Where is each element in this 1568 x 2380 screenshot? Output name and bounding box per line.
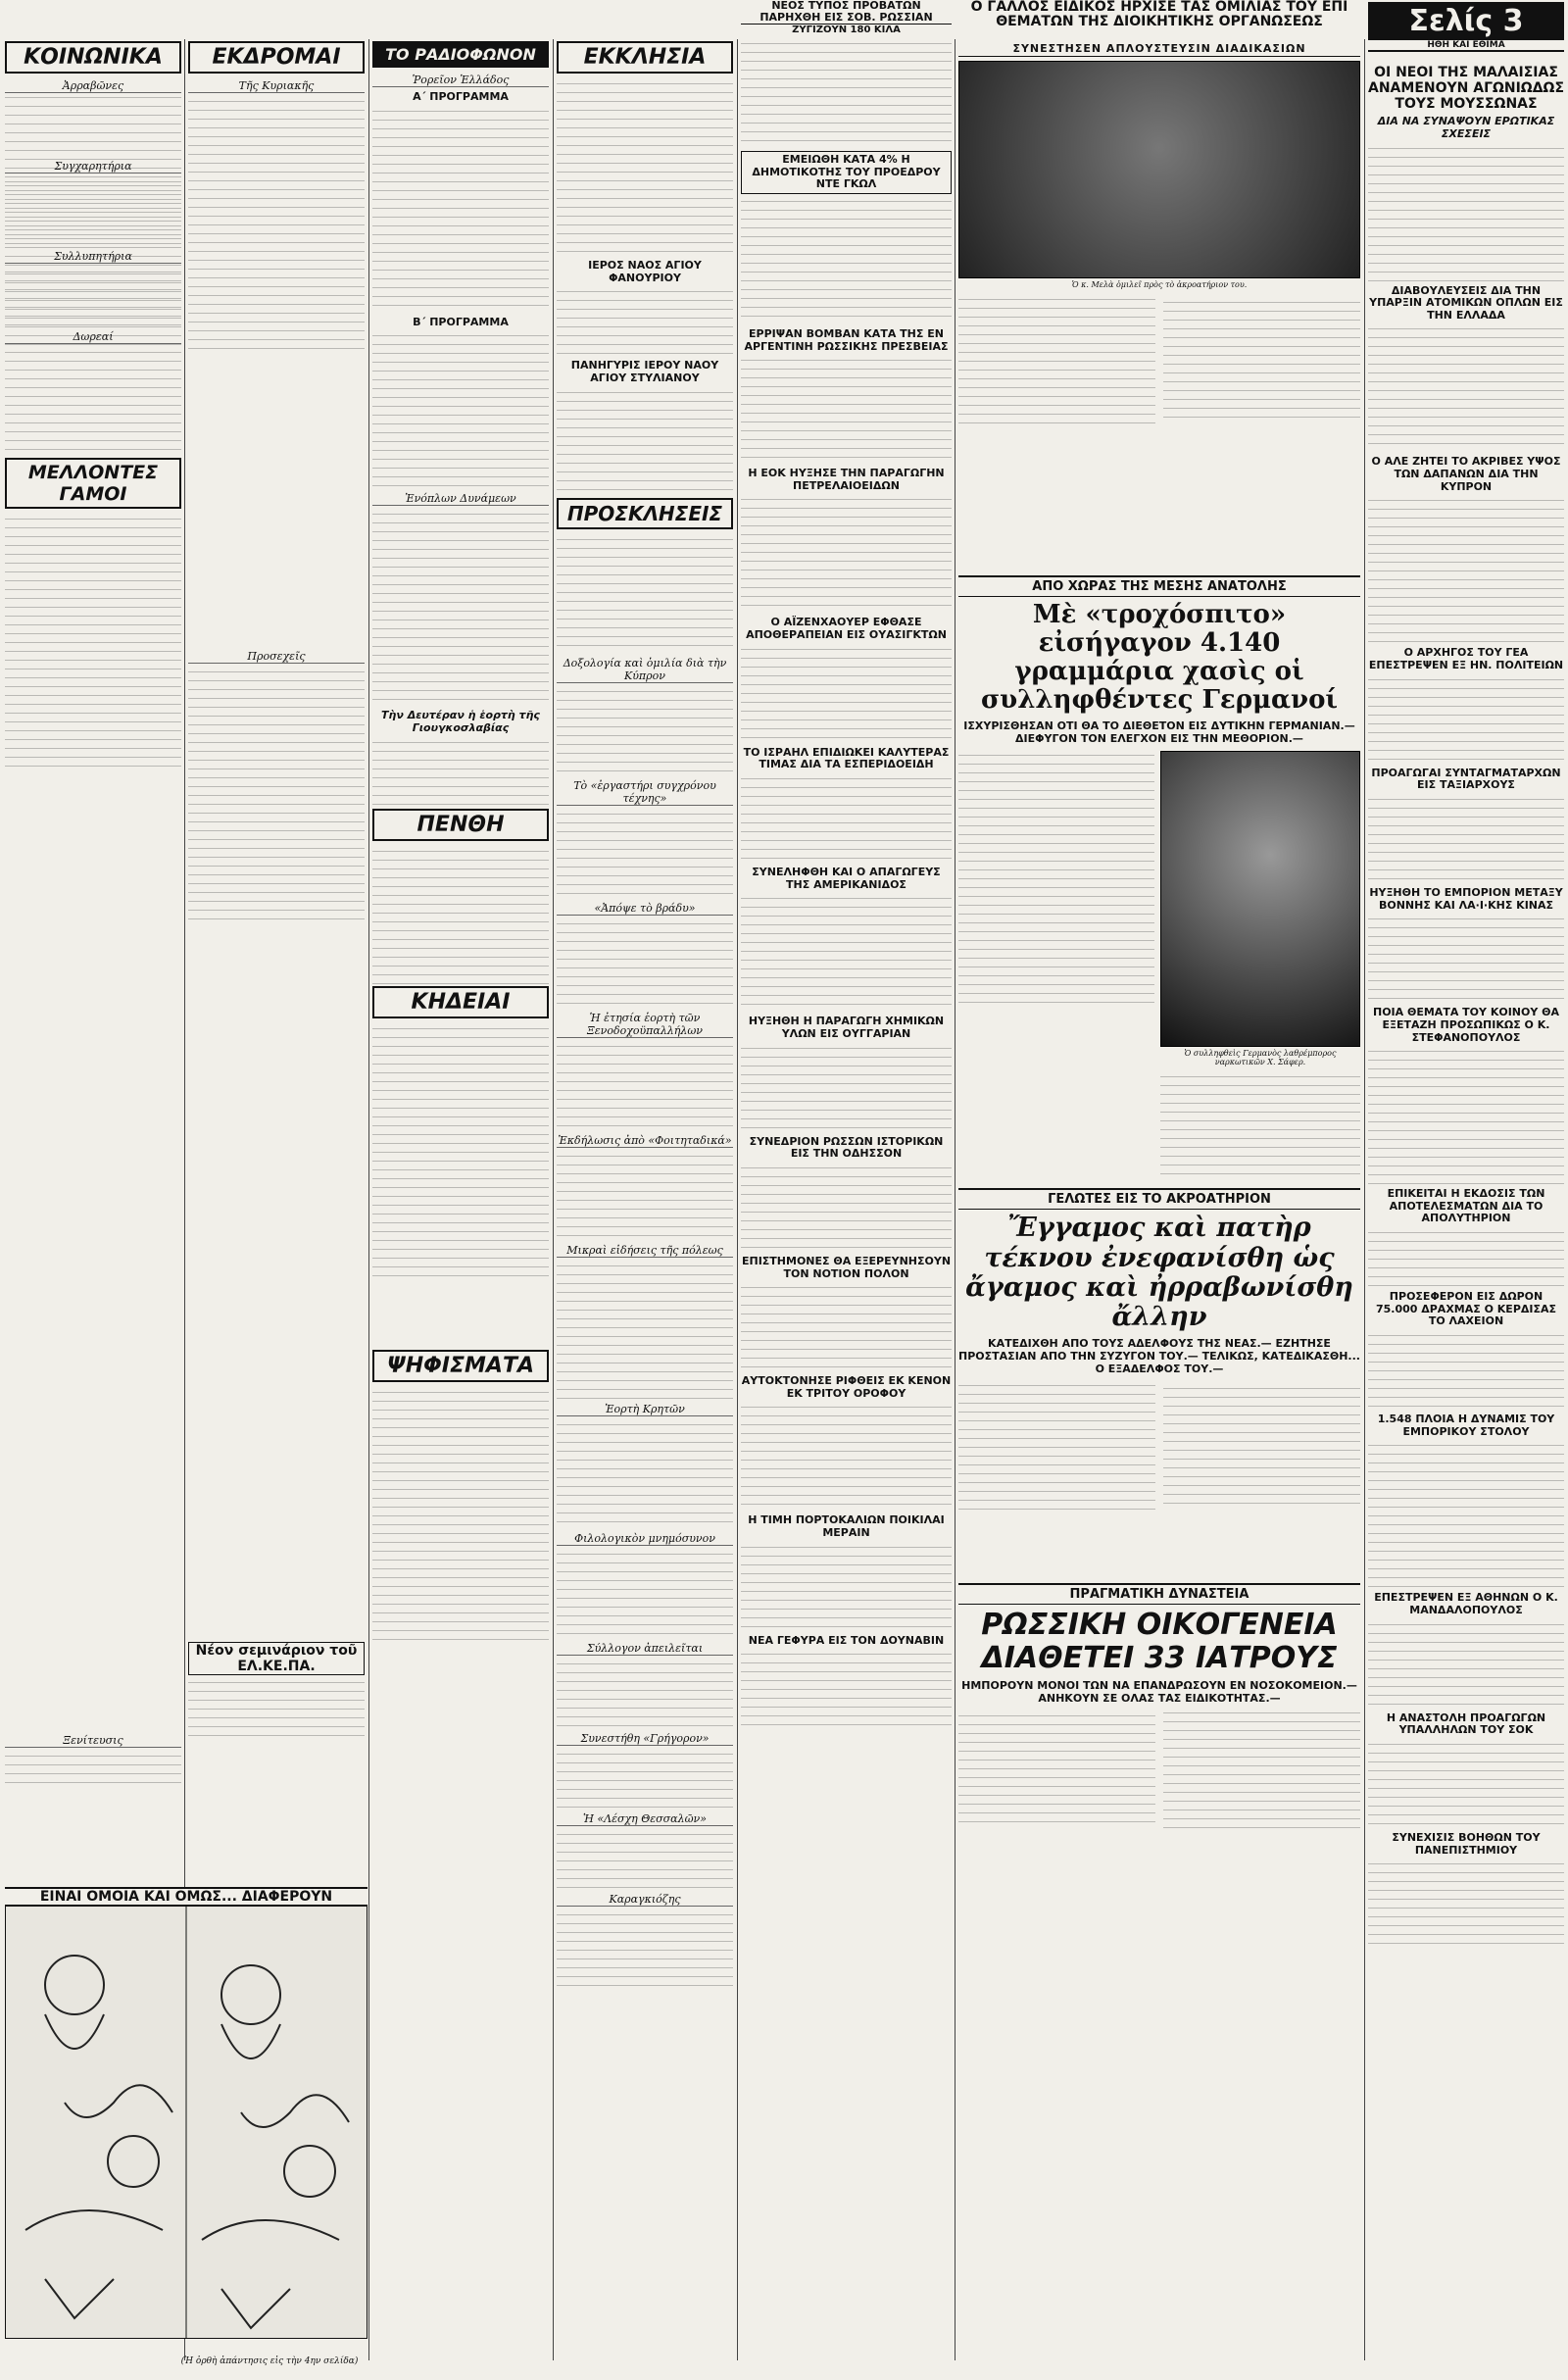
cartoon-block xyxy=(5,1887,368,2339)
article-text xyxy=(557,810,733,898)
article-text xyxy=(741,1403,952,1511)
article-text xyxy=(372,107,549,313)
main-article-text-col xyxy=(958,751,1154,1182)
article-text xyxy=(741,39,952,147)
article-headline: Ο ΑΛΕ ΖΗΤΕΙ ΤΟ ΑΚΡΙΒΕΣ ΥΨΟΣ ΤΩΝ ΔΑΠΑΝΩΝ ΔΙΑ ΤΗΝ ΚΥΠΡΟΝ xyxy=(1371,455,1561,493)
article-text xyxy=(557,1910,733,1989)
article-text xyxy=(741,495,952,613)
section-title: Ἡ ἐτησία ἑορτὴ τῶν Ξενοδοχοϋπαλλήλων xyxy=(557,1012,733,1038)
article-text xyxy=(1368,675,1564,764)
column-excursions xyxy=(188,39,365,1870)
column-rule xyxy=(955,39,956,2360)
article-text xyxy=(741,774,952,863)
top-headline-col6 xyxy=(958,0,1360,39)
headline-title: ΝΕΟΣ ΤΥΠΟΣ ΠΡΟΒΑΤΩΝ ΠΑΡΗΧΘΗ ΕΙΣ ΣΟΒ. ΡΩΣΣΙΑΝ xyxy=(760,0,933,25)
article-text xyxy=(557,1262,733,1399)
article-text xyxy=(557,1420,733,1528)
article-text xyxy=(741,1650,952,1728)
column-feature xyxy=(958,39,1360,2360)
section-title: Συλλυπητήρια xyxy=(5,250,181,264)
article-text xyxy=(741,1044,952,1132)
main-article xyxy=(958,751,1360,1182)
article-headline: Η ΑΝΑΣΤΟΛΗ ΠΡΟΑΓΩΓΩΝ ΥΠΑΛΛΗΛΩΝ ΤΟΥ ΣΟΚ xyxy=(1386,1711,1546,1737)
section-banner: ΨΗΦΙΣΜΑΤΑ xyxy=(372,1350,549,1382)
article-text xyxy=(372,847,549,984)
article-text xyxy=(1368,795,1564,883)
article-headline: ΣΥΝΕΧΙΣΙΣ ΒΟΗΘΩΝ ΤΟΥ ΠΑΝΕΠΙΣΤΗΜΙΟΥ xyxy=(1392,1830,1541,1857)
column-rule xyxy=(553,39,554,2360)
article-text xyxy=(1368,915,1564,1003)
section-banner: ΚΗΔΕΙΑΙ xyxy=(372,986,549,1018)
article-text xyxy=(741,645,952,743)
photo-caption: Ὁ κ. Μελὰ ὁμιλεῖ πρὸς τὸ ἀκροατήριον του. xyxy=(1071,279,1248,289)
headline-marriage-sub: ΚΑΤΕΔΙΧΘΗ ΑΠΟ ΤΟΥΣ ΑΔΕΛΦΟΥΣ ΤΗΣ ΝΕΑΣ.— ΕΖΗΤΗΣΕ ΠΡΟΣΤΑΣΙΑΝ ΑΠΟ ΤΗΝ ΣΥΖΥΓΟΝ ΤΟΥ.— ΤΕΛΙΚΩΣ, ΚΑΤΕΔΙΚΑΣΘΗ... Ο ΕΞΑΔΕΛΦΟΣ ΤΟΥ.— xyxy=(958,1337,1360,1375)
article-text xyxy=(5,515,181,1730)
section-title: Ξενίτευσις xyxy=(5,1734,181,1748)
article-subheadline: ΣΥΝΕΣΤΗΣΕΝ ΑΠΛΟΥΣΤΕΥΣΙΝ ΔΙΑΔΙΚΑΣΙΩΝ xyxy=(958,43,1360,57)
cartoon-footer-note: (Ἡ ὀρθὴ ἀπάντησις εἰς τὴν 4ην σελίδα) xyxy=(180,2356,359,2366)
section-banner: ΜΕΛΛΟΝΤΕΣ ΓΑΜΟΙ xyxy=(5,458,181,509)
section-title: Καραγκιόζης xyxy=(557,1893,733,1907)
section-title: Δοξολογία καὶ ὁμιλία διὰ τὴν Κύπρον xyxy=(557,657,733,683)
section-title: Τὴν Δευτέραν ἡ ἑορτὴ τῆς Γιουγκοσλαβίας xyxy=(381,709,540,734)
article-text xyxy=(372,331,549,488)
section-title: Τῆς Κυριακῆς xyxy=(188,79,365,93)
article-text xyxy=(741,1283,952,1371)
article-text xyxy=(557,1830,733,1889)
article-headline: Ο ΑΪΖΕΝΧΑΟΥΕΡ ΕΦΘΑΣΕ ΑΠΟΘΕΡΑΠΕΙΑΝ ΕΙΣ ΟΥΑΣΙΓΚΤΩΝ xyxy=(746,616,947,642)
article-text xyxy=(1368,144,1564,281)
article-text xyxy=(958,751,1154,1182)
article-headline: ΕΠΕΣΤΡΕΨΕΝ ΕΞ ΑΘΗΝΩΝ Ο Κ. ΜΑΝΔΑΛΟΠΟΥΛΟΣ xyxy=(1374,1591,1558,1616)
headline-sub: ΖΥΓΙΖΟΥΝ 180 ΚΙΛΑ xyxy=(741,24,952,35)
article-text xyxy=(1368,1740,1564,1828)
article-text xyxy=(372,510,549,706)
article-text xyxy=(1160,1072,1360,1180)
article-text xyxy=(5,348,181,456)
article-headline: ΗΥΞΗΘΗ ΤΟ ΕΜΠΟΡΙΟΝ ΜΕΤΑΞΥ ΒΟΝΝΗΣ ΚΑΙ ΛΑ·Ι·ΚΗΣ ΚΙΝΑΣ xyxy=(1369,885,1563,912)
article-headline: ΣΥΝΕΛΗΦΘΗ ΚΑΙ Ο ΑΠΑΓΩΓΕΥΣ ΤΗΣ ΑΜΕΡΙΚΑΝΙΔΟΣ xyxy=(752,866,941,891)
article-text xyxy=(557,388,733,496)
cartoon-drawing xyxy=(5,1906,368,2339)
article-text xyxy=(1368,1620,1564,1709)
section-title: Ἐκδήλωσις ἀπὸ «Φοιτηταδικά» xyxy=(558,1133,732,1147)
section-title: Φιλολογικὸν μνημόσυνον xyxy=(557,1532,733,1546)
article-text xyxy=(5,1752,181,1791)
article-headline: ΠΟΙΑ ΘΕΜΑΤΑ ΤΟΥ ΚΟΙΝΟΥ ΘΑ ΕΞΕΤΑΖΗ ΠΡΟΣΩΠΙΚΩΣ Ο Κ. ΣΤΕΦΑΝΟΠΟΥΛΟΣ xyxy=(1373,1006,1559,1044)
article-text xyxy=(1368,1331,1564,1410)
article-headline: ΕΠΙΣΤΗΜΟΝΕΣ ΘΑ ΕΞΕΡΕΥΝΗΣΟΥΝ ΤΟΝ ΝΟΤΙΟΝ ΠΟΛΟΝ xyxy=(741,1254,952,1280)
main-headline: Μὲ «τροχόσπιτο» εἰσήγαγον 4.140 γραμμάρια χασὶς οἱ συλληφθέντες Γερμανοί xyxy=(980,599,1339,715)
article-text xyxy=(1368,1859,1564,1948)
article-text xyxy=(557,1042,733,1130)
article-text xyxy=(557,1750,733,1809)
page-number-box xyxy=(1368,2,1564,52)
article-text xyxy=(188,1678,365,1737)
article-text xyxy=(958,1381,1360,1577)
section-title: Σύλλογον ἀπειλεῖται xyxy=(557,1642,733,1656)
article-text xyxy=(188,97,365,646)
section-title: ΠΑΝΗΓΥΡΙΣ ΙΕΡΟΥ ΝΑΟΥ ΑΓΙΟΥ ΣΤΥΛΙΑΝΟΥ xyxy=(570,359,719,384)
section-banner: ΕΚΚΛΗΣΙΑ xyxy=(557,41,733,74)
section-title: Συνεστήθη «Γρήγορον» xyxy=(557,1732,733,1746)
article-text xyxy=(741,197,952,324)
article-headline: ΕΜΕΙΩΘΗ ΚΑΤΑ 4% Η ΔΗΜΟΤΙΚΟΤΗΣ ΤΟΥ ΠΡΟΕΔΡΟΥ ΝΤΕ ΓΚΩΛ xyxy=(741,151,952,194)
page-digit: 3 xyxy=(1502,4,1524,38)
article-text xyxy=(741,1543,952,1631)
section-title: Δωρεαί xyxy=(5,330,181,344)
article-text xyxy=(557,1152,733,1240)
main-subheadline: ΙΣΧΥΡΙΣΘΗΣΑΝ ΟΤΙ ΘΑ ΤΟ ΔΙΕΘΕΤΟΝ ΕΙΣ ΔΥΤΙΚΗΝ ΓΕΡΜΑΝΙΑΝ.— ΔΙΕΦΥΓΟΝ ΤΟΝ ΕΛΕΓΧΟΝ ΕΙΣ ΤΗΝ ΜΕΘΟΡΙΟΝ.— xyxy=(963,719,1355,745)
article-text xyxy=(1368,496,1564,643)
article-text xyxy=(5,268,181,326)
section-title: ΙΕΡΟΣ ΝΑΟΣ ΑΓΙΟΥ ΦΑΝΟΥΡΙΟΥ xyxy=(588,259,702,284)
article-text xyxy=(557,1550,733,1638)
article-headline: Η ΤΙΜΗ ΠΟΡΤΟΚΑΛΙΩΝ ΠΟΙΚΙΛΑΙ ΜΕΡΑΙΝ xyxy=(748,1513,945,1540)
page-label: Σελίς xyxy=(1408,4,1494,38)
section-strip: ΠΡΑΓΜΑΤΙΚΗ ΔΥΝΑΣΤΕΙΑ xyxy=(958,1583,1360,1605)
box-title: Νέον σεμινάριον τοῦ ΕΛ.ΚΕ.ΠΑ. xyxy=(188,1642,365,1675)
article-headline: Η ΕΟΚ ΗΥΞΗΣΕ ΤΗΝ ΠΑΡΑΓΩΓΗΝ ΠΕΤΡΕΛΑΙΟΕΙΔΩΝ xyxy=(748,467,945,492)
headline-russian-family-sub: ΗΜΠΟΡΟΥΝ ΜΟΝΟΙ ΤΩΝ ΝΑ ΕΠΑΝΔΡΩΣΟΥΝ ΕΝ ΝΟΣΟΚΟΜΕΙΟΝ.— ΑΝΗΚΟΥΝ ΣΕ ΟΛΑΣ ΤΑΣ ΕΙΔΙΚΟΤΗΤΑΣ.— xyxy=(961,1679,1357,1706)
section-banner: ΠΕΝΘΗ xyxy=(372,809,549,841)
article-headline: ΗΥΞΗΘΗ Η ΠΑΡΑΓΩΓΗ ΧΗΜΙΚΩΝ ΥΛΩΝ ΕΙΣ ΟΥΓΓΑΡΙΑΝ xyxy=(748,1015,945,1040)
article-text xyxy=(557,687,733,775)
article-text xyxy=(1368,1228,1564,1287)
column-radio xyxy=(372,39,549,2360)
article-text xyxy=(741,356,952,464)
article-headline: ΟΙ ΝΕΟΙ ΤΗΣ ΜΑΛΑΙΣΙΑΣ ΑΝΑΜΕΝΟΥΝ ΑΓΩΝΙΩΔΩΣ ΤΟΥΣ ΜΟΥΣΣΩΝΑΣ xyxy=(1368,65,1564,113)
article-headline: ΕΡΡΙΨΑΝ ΒΟΜΒΑΝ ΚΑΤΑ ΤΗΣ ΕΝ ΑΡΓΕΝΤΙΝΗ ΡΩΣΣΙΚΗΣ ΠΡΕΣΒΕΙΑΣ xyxy=(744,326,949,353)
portrait-block xyxy=(1160,751,1360,1182)
column-church xyxy=(557,39,733,2360)
section-subtitle: Ῥορεῖον Ἑλλάδος xyxy=(372,74,549,87)
article-text xyxy=(741,894,952,1012)
column-briefs xyxy=(1368,61,1564,2360)
article-headline: ΑΥΤΟΚΤΟΝΗΣΕ ΡΙΦΘΕΙΣ ΕΚ ΚΕΝΟΝ ΕΚ ΤΡΙΤΟΥ ΟΡΟΦΟΥ xyxy=(741,1374,952,1400)
section-banner: ΠΡΟΣΚΛΗΣΕΙΣ xyxy=(557,498,733,529)
column-rule xyxy=(737,39,738,2360)
section-title: «Ἀπόψε τὸ βράδυ» xyxy=(557,902,733,916)
article-text xyxy=(5,97,181,156)
column-rule xyxy=(1364,39,1365,2360)
section-title: Τὸ «ἐργαστήρι συγχρόνου τέχνης» xyxy=(557,779,733,806)
section-title: Ἀρραβῶνες xyxy=(5,79,181,93)
page-subtitle: ΗΘΗ ΚΑΙ ΕΘΙΜΑ xyxy=(1368,40,1564,52)
article-headline: ΤΟ ΙΣΡΑΗΛ ΕΠΙΔΙΩΚΕΙ ΚΑΛΥΤΕΡΑΣ ΤΙΜΑΣ ΔΙΑ ΤΑ ΕΣΠΕΡΙΔΟΕΙΔΗ xyxy=(743,745,950,771)
article-text xyxy=(958,1711,1360,1829)
section-banner: ΤΟ ΡΑΔΙΟΦΩΝΟΝ xyxy=(372,41,549,68)
section-banner: ΕΚΔΡΟΜΑΙ xyxy=(188,41,365,74)
headline-title: Ο ΓΑΛΛΟΣ ΕΙΔΙΚΟΣ ΗΡΧΙΣΕ ΤΑΣ ΟΜΙΛΙΑΣ ΤΟΥ ΕΠΙ ΘΕΜΑΤΩΝ ΤΗΣ ΔΙΟΙΚΗΤΙΚΗΣ ΟΡΓΑΝΩΣΕΩΣ xyxy=(970,0,1348,30)
column-world-news xyxy=(741,39,952,2360)
article-text xyxy=(372,1024,549,1348)
article-text xyxy=(372,1388,549,1937)
section-title: Β΄ ΠΡΟΓΡΑΜΜΑ xyxy=(413,315,509,328)
article-headline: ΝΕΑ ΓΕΦΥΡΑ ΕΙΣ ΤΟΝ ΔΟΥΝΑΒΙΝ xyxy=(748,1633,945,1647)
section-banner: ΚΟΙΝΩΝΙΚΑ xyxy=(5,41,181,74)
article-headline: Ο ΑΡΧΗΓΟΣ ΤΟΥ ΓΕΑ ΕΠΕΣΤΡΕΨΕΝ ΕΞ ΗΝ. ΠΟΛΙΤΕΙΩΝ xyxy=(1368,646,1564,672)
article-text xyxy=(557,535,733,653)
article-headline: ΣΥΝΕΔΡΙΟΝ ΡΩΣΣΩΝ ΙΣΤΟΡΙΚΩΝ ΕΙΣ ΤΗΝ ΟΔΗΣΣΟΝ xyxy=(749,1134,944,1161)
article-subheadline: ΔΙΑ ΝΑ ΣΥΝΑΨΟΥΝ ΕΡΩΤΙΚΑΣ ΣΧΕΣΕΙΣ xyxy=(1377,115,1555,140)
article-text xyxy=(557,287,733,356)
article-headline: ΕΠΙΚΕΙΤΑΙ Η ΕΚΔΟΣΙΣ ΤΩΝ ΑΠΟΤΕΛΕΣΜΑΤΩΝ ΔΙΑ ΤΟ ΑΠΟΛΥΤΗΡΙΟΝ xyxy=(1387,1187,1545,1225)
article-text xyxy=(1368,324,1564,452)
column-rule xyxy=(368,39,369,2360)
section-title: Μικραὶ εἰδήσεις τῆς πόλεως xyxy=(557,1244,733,1258)
article-text xyxy=(557,919,733,1008)
lecture-photo xyxy=(958,61,1360,278)
section-title: Ἡ «Λέσχη Θεσσαλῶν» xyxy=(557,1812,733,1826)
section-title: Προσεχεῖς xyxy=(188,650,365,664)
article-text xyxy=(5,177,181,246)
article-headline: ΠΡΟΣΕΦΕΡΟΝ ΕΙΣ ΔΩΡΟΝ 75.000 ΔΡΑΧΜΑΣ Ο ΚΕΡΔΙΣΑΣ ΤΟ ΛΑΧΕΙΟΝ xyxy=(1375,1290,1557,1328)
portrait-caption: Ὁ συλληφθεὶς Γερμανὸς λαθρέμπορος ναρκωτικῶν Χ. Σάφερ. xyxy=(1184,1049,1337,1067)
top-headline-col5 xyxy=(741,0,952,39)
article-headline: ΠΡΟΑΓΩΓΑΙ ΣΥΝΤΑΓΜΑΤΑΡΧΩΝ ΕΙΣ ΤΑΞΙΑΡΧΟΥΣ xyxy=(1371,766,1561,792)
article-text xyxy=(741,1164,952,1252)
article-text xyxy=(1368,1441,1564,1588)
article-headline: ΔΙΑΒΟΥΛΕΥΣΕΙΣ ΔΙΑ ΤΗΝ ΥΠΑΡΞΙΝ ΑΤΟΜΙΚΩΝ ΟΠΛΩΝ ΕΙΣ ΤΗΝ ΕΛΛΑΔΑ xyxy=(1369,283,1563,322)
section-title: Ἑορτὴ Κρητῶν xyxy=(557,1403,733,1416)
article-text xyxy=(958,295,1360,570)
article-text xyxy=(1368,1047,1564,1184)
section-title: Συγχαρητήρια xyxy=(5,160,181,174)
page-number xyxy=(1368,2,1564,40)
article-text xyxy=(557,79,733,256)
article-headline: 1.548 ΠΛΟΙΑ Η ΔΥΝΑΜΙΣ ΤΟΥ ΕΜΠΟΡΙΚΟΥ ΣΤΟΛΟΥ xyxy=(1377,1413,1555,1438)
section-strip: ΓΕΛΩΤΕΣ ΕΙΣ ΤΟ ΑΚΡΟΑΤΗΡΙΟΝ xyxy=(958,1188,1360,1210)
section-strip: ΑΠΟ ΧΩΡΑΣ ΤΗΣ ΜΕΣΗΣ ΑΝΑΤΟΛΗΣ xyxy=(958,575,1360,597)
section-title: Ἐνόπλων Δυνάμεων xyxy=(372,492,549,506)
portrait-photo xyxy=(1160,751,1360,1047)
section-title: Α΄ ΠΡΟΓΡΑΜΜΑ xyxy=(413,90,509,103)
cartoon-title: ΕΙΝΑΙ ΟΜΟΙΑ ΚΑΙ ΟΜΩΣ... ΔΙΑΦΕΡΟΥΝ xyxy=(5,1887,368,1906)
article-text xyxy=(188,668,365,1638)
article-text xyxy=(557,1660,733,1728)
headline-russian-family: ΡΩΣΣΙΚΗ ΟΙΚΟΓΕΝΕΙΑ ΔΙΑΘΕΤΕΙ 33 ΙΑΤΡΟΥΣ xyxy=(981,1608,1338,1675)
article-text xyxy=(372,738,549,807)
headline-marriage: Ἔγγαμος καὶ πατὴρ τέκνου ἐνεφανίσθη ὡς ἄγαμος καὶ ἠρραβωνίσθη ἄλλην xyxy=(965,1213,1353,1333)
